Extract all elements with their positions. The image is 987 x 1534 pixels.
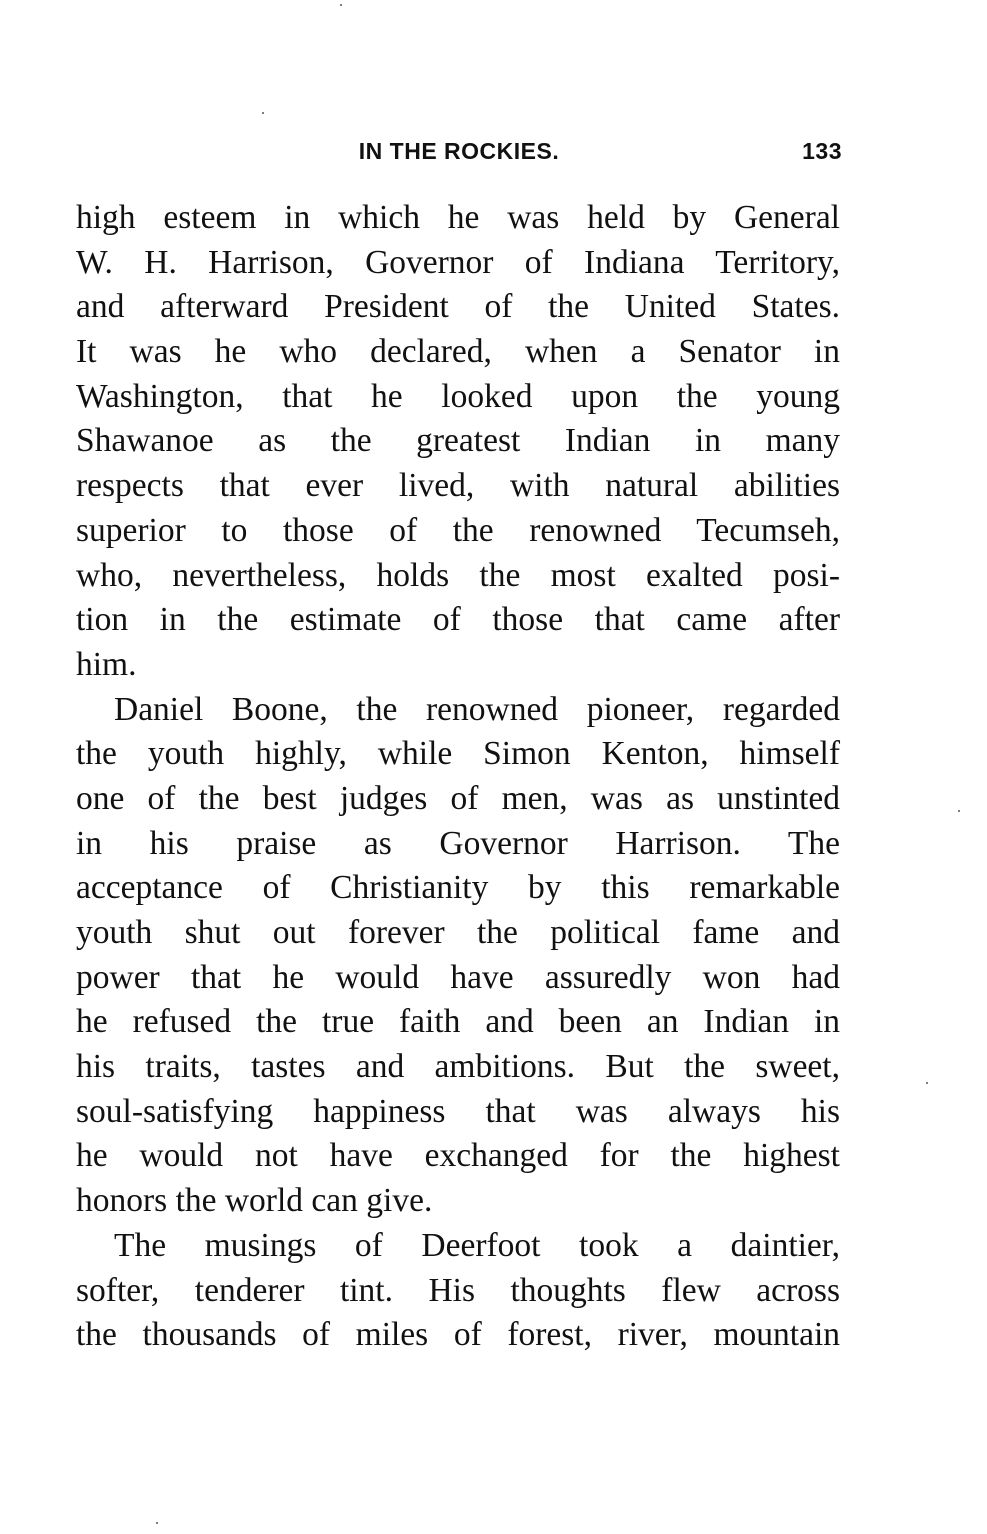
print-speck [262,112,264,114]
text-line: high esteem in which he was held by General [76,199,840,236]
text-line: Washington, that he looked upon the young [76,377,840,415]
print-speck [926,1082,928,1084]
text-line: The musings of Deerfoot took a daintier, [114,1226,840,1264]
body-text [76,196,840,1358]
paragraph-3 [76,1224,840,1358]
text-line: tion in the estimate of those that came after [76,601,840,639]
running-head [76,138,842,168]
text-line: acceptance of Christianity by this remarkable [76,869,840,907]
text-line: one of the best judges of men, was as unstinted [76,779,840,817]
print-speck [340,4,342,6]
text-line: him. [76,645,137,683]
text-line: It was he who declared, when a Senator in [76,333,840,371]
text-line: Shawanoe as the greatest Indian in many [76,422,840,460]
text-line: softer, tenderer tint. His thoughts flew across [76,1271,840,1309]
print-speck [958,810,960,812]
text-line: he would not have exchanged for the highest [76,1137,840,1175]
text-line: the youth highly, while Simon Kenton, himself [76,735,840,773]
text-line: the thousands of miles of forest, river, mountain [76,1316,840,1354]
paragraph-1 [76,196,840,688]
text-line: superior to those of the renowned Tecumseh, [76,511,840,549]
running-title: IN THE ROCKIES. [358,138,560,164]
text-line: honors the world can give. [76,1182,433,1220]
text-line: power that he would have assuredly won had [76,958,840,996]
text-line: youth shut out forever the political fame and [76,914,840,951]
text-line: respects that ever lived, with natural abilities [76,467,840,505]
print-speck [156,1522,158,1524]
text-line: in his praise as Governor Harrison. The [76,824,840,862]
text-line: W. H. Harrison, Governor of Indiana Territory, [76,243,840,281]
text-line: who, nevertheless, holds the most exalted posi- [76,556,840,594]
text-line: Daniel Boone, the renowned pioneer, regarded [114,690,840,728]
text-line: he refused the true faith and been an Indian in [76,1003,840,1041]
page-number: 133 [802,138,842,164]
text-line: and afterward President of the United States. [76,288,840,326]
text-line: his traits, tastes and ambitions. But the sweet, [76,1048,840,1086]
paragraph-2 [76,688,840,1224]
text-line: soul-satisfying happiness that was always his [76,1092,840,1130]
